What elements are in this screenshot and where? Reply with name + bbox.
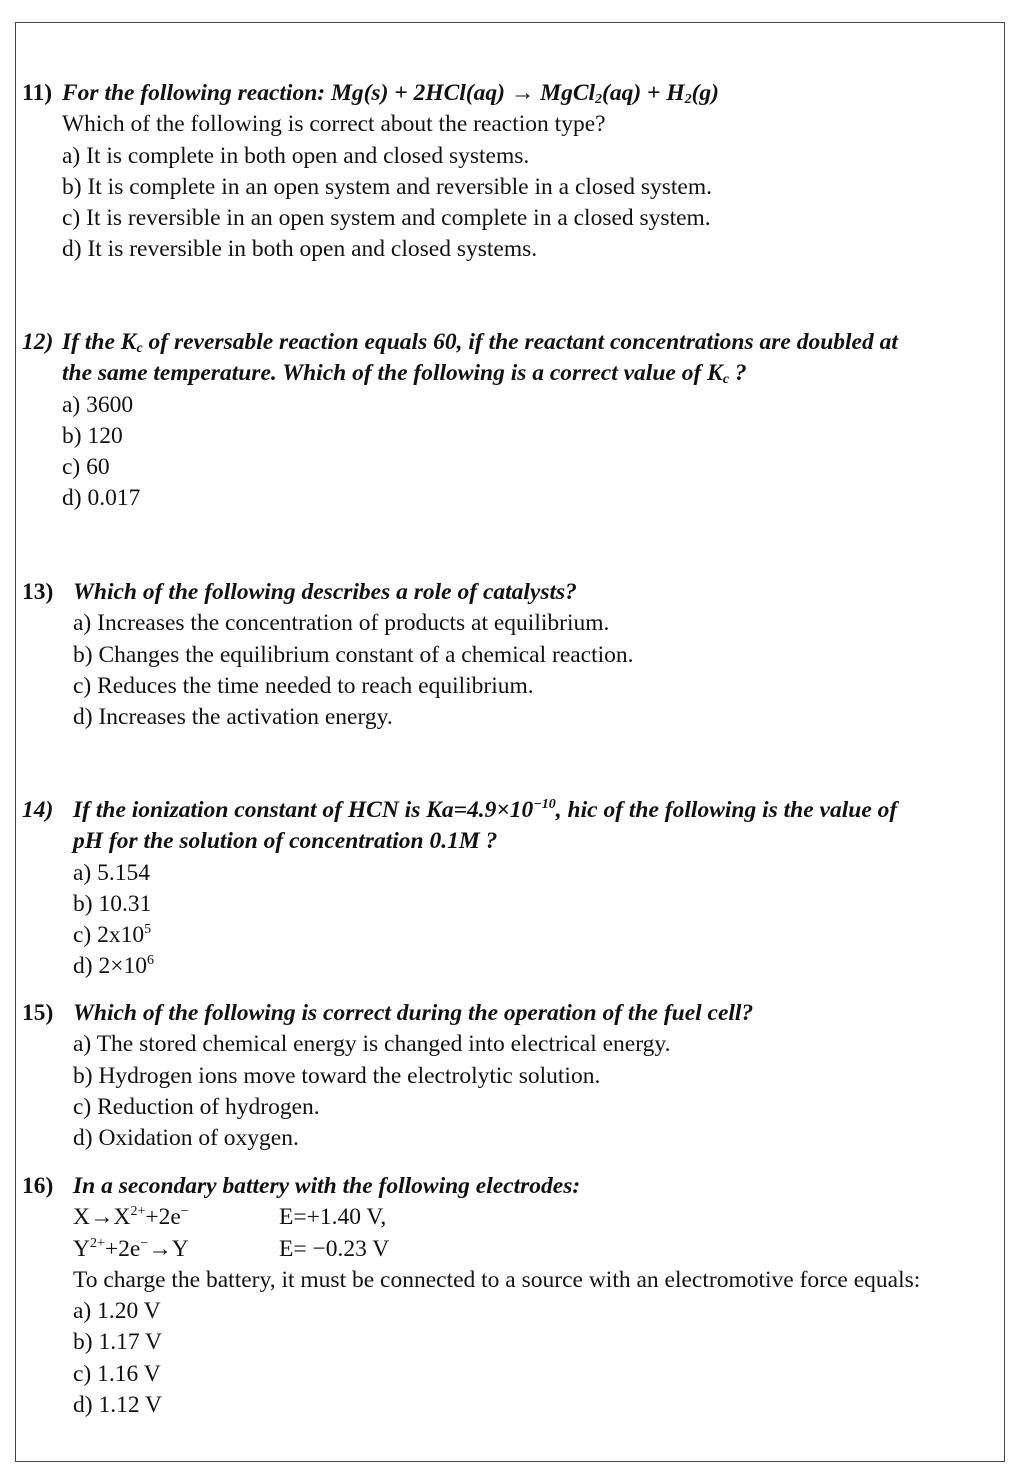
electrode-potential-1: E=+1.40 V, (279, 1204, 387, 1231)
option-b[interactable]: b) Changes the equilibrium constant of a chemical reaction. (73, 641, 634, 668)
option-c[interactable]: c) 60 (62, 454, 110, 481)
option-d[interactable]: d) 0.017 (62, 485, 141, 512)
question-16 (22, 1171, 920, 1421)
option-c[interactable]: c) It is reversible in an open system and complete in a closed system. (62, 205, 711, 232)
electrode-equation-2: $Y^{2+}+2e^-\to Y$ E= −0.23 V (73, 1235, 390, 1262)
question-16-instruction: To charge the battery, it must be connected to a source with an electromotive force equals: (73, 1266, 921, 1293)
option-a[interactable]: a) 1.20 V (73, 1298, 161, 1325)
option-a[interactable]: a) 5.154 (73, 859, 151, 886)
option-a[interactable]: a) It is complete in both open and closed systems. (62, 142, 530, 169)
option-d[interactable]: d) 1.12 V (73, 1392, 162, 1419)
question-13 (22, 577, 634, 733)
question-12-stem-line2: the same temperature. Which of the following is a correct value of $K_c$ ? (62, 360, 747, 388)
option-b[interactable]: b) 120 (62, 422, 123, 449)
option-c[interactable]: c) 1.16 V (73, 1360, 161, 1387)
question-14 (22, 795, 897, 983)
option-c[interactable]: c) $2x10^5$ (73, 922, 152, 949)
option-a[interactable]: a) 3600 (62, 391, 134, 418)
question-11 (22, 78, 719, 266)
option-d[interactable]: d) It is reversible in both open and closed systems. (62, 236, 538, 263)
question-number: 13) (22, 579, 54, 605)
option-a[interactable]: a) The stored chemical energy is changed into electrical energy. (73, 1031, 671, 1058)
option-c[interactable]: c) Reduces the time needed to reach equilibrium. (73, 672, 534, 699)
question-16-stem: 16) In a secondary battery with the following electrodes: (22, 1171, 920, 1202)
option-d[interactable]: d) $2\times 10^6$ (73, 953, 154, 980)
option-d[interactable]: d) Oxidation of oxygen. (73, 1125, 299, 1152)
electrode-potential-2: E= −0.23 V (279, 1235, 390, 1262)
question-number: 14) (22, 797, 54, 823)
option-b[interactable]: b) 10.31 (73, 890, 152, 917)
question-number: 16) (22, 1173, 54, 1199)
question-number: 11) (22, 80, 53, 106)
question-12-stem: 12) If the $K_c$ of reversable reaction equals 60, if the reactant concentrations are doubled at (22, 327, 898, 358)
question-11-stem: 11) For the following reaction: Mg(s) + 2HCl(aq) → MgCl$_2$(aq) + $H_2(g)$ (22, 78, 719, 109)
question-11-subline: Which of the following is correct about the reaction type? (62, 111, 606, 138)
option-a[interactable]: a) Increases the concentration of products at equilibrium. (73, 610, 610, 637)
option-c[interactable]: c) Reduction of hydrogen. (73, 1093, 320, 1120)
question-15 (22, 998, 753, 1154)
question-number: 15) (22, 1000, 54, 1026)
option-d[interactable]: d) Increases the activation energy. (73, 704, 393, 731)
question-13-stem: 13) Which of the following describes a role of catalysts? (22, 577, 634, 608)
question-number: 12) (22, 329, 54, 355)
question-12 (22, 327, 898, 515)
question-14-stem-line2: pH for the solution of concentration 0.1M ? (73, 828, 498, 855)
electrode-equation-1: $X\to X^{2+}+2e^-$ E=+1.40 V, (73, 1204, 387, 1231)
option-b[interactable]: b) Hydrogen ions move toward the electrolytic solution. (73, 1062, 601, 1089)
option-b[interactable]: b) 1.17 V (73, 1329, 162, 1356)
question-14-stem: 14) If the ionization constant of HCN is $Ka=4.9\times 10^{-10}$, hic of the following is the value of (22, 795, 897, 826)
question-15-stem: 15) Which of the following is correct during the operation of the fuel cell? (22, 998, 753, 1029)
option-b[interactable]: b) It is complete in an open system and reversible in a closed system. (62, 173, 713, 200)
